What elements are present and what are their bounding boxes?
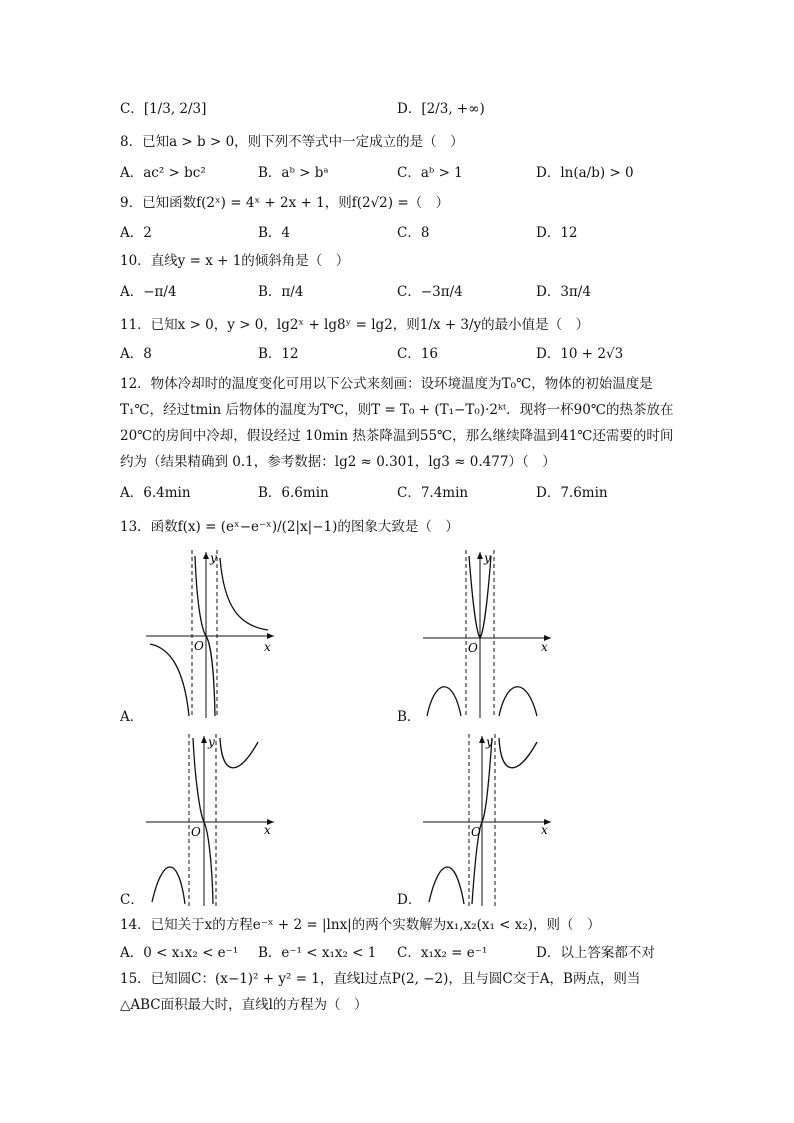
q12-option-d: D．7.6min	[536, 485, 608, 501]
q14-option-b: B．e⁻¹ < x₁x₂ < 1	[258, 945, 377, 961]
y-label: y	[484, 551, 491, 565]
x-label: x	[541, 823, 548, 837]
curve-left	[429, 867, 464, 904]
q13-label-d: D．	[397, 892, 422, 908]
q7-option-d: D．[2/3, +∞)	[397, 101, 485, 117]
q12-option-b: B．6.6min	[258, 485, 329, 501]
x-label: x	[541, 640, 548, 654]
q8-stem: 8．已知a > b > 0，则下列不等式中一定成立的是（ ）	[120, 134, 464, 150]
q9-option-a: A．2	[120, 225, 152, 241]
q15-stem: 15．已知圆C：(x−1)² + y² = 1，直线l过点P(2, −2)，且与圆C交于A，B两点，则当△ABC面积最大时，直线l的方程为（ ）	[120, 971, 641, 1013]
y-axis-arrow	[203, 552, 209, 559]
origin-label: O	[194, 639, 204, 653]
q11-option-b: B．12	[258, 346, 299, 362]
q11-option-d: D．10 + 2√3	[536, 346, 624, 362]
q14-option-d: D．以上答案都不对	[536, 945, 655, 961]
q10-option-a: A．−π/4	[120, 284, 177, 300]
curve-left	[427, 687, 461, 716]
curve-right	[499, 687, 537, 716]
q8-option-b: B．aᵇ > bᵃ	[258, 165, 329, 181]
curve-middle	[193, 738, 213, 904]
q9-stem: 9．已知函数f(2ˣ) = 4ˣ + 2x + 1，则f(2√2) =（ ）	[120, 195, 450, 211]
q9-option-c: C．8	[397, 225, 430, 241]
y-label: y	[208, 735, 215, 749]
q12-option-c: C．7.4min	[397, 485, 469, 501]
q13-graph-c	[140, 730, 280, 908]
origin-label: O	[468, 641, 478, 655]
y-axis-arrow	[479, 736, 485, 743]
q8-option-d: D．ln(a/b) > 0	[536, 165, 634, 181]
q9-option-b: B．4	[258, 225, 291, 241]
q13-stem: 13．函数f(x) = (eˣ−e⁻ˣ)/(2|x|−1)的图象大致是（ ）	[120, 519, 459, 535]
curve-right	[499, 738, 537, 768]
curve-left	[150, 644, 189, 716]
y-axis-arrow	[477, 552, 483, 559]
q14-stem: 14．已知关于x的方程e⁻ˣ + 2 = |lnx|的两个实数解为x₁,x₂(x₁ < x₂)，则（ ）	[120, 917, 601, 933]
q12-stem: 12．物体冷却时的温度变化可用以下公式来刻画：设环境温度为T₀℃，物体的初始温度是T₁℃，经过tmin 后物体的温度为T℃，则T = T₀ + (T₁−T₀)·2ᵏᵗ．现将一杯90℃的热茶放在20℃的房间中冷却，假设经过 10min 热茶降温到55℃，那么继续降温到41℃还需要的时间约为（结果精确到 0.1，参考数据：lg2 ≈ 0.301，lg3 ≈ 0.477）（ ）	[120, 376, 674, 470]
q13-label-b: B．	[397, 709, 421, 725]
q10-option-b: B．π/4	[258, 284, 304, 300]
q10-stem: 10．直线y = x + 1的倾斜角是（ ）	[120, 253, 350, 269]
q9-option-d: D．12	[536, 225, 578, 241]
y-label: y	[486, 735, 493, 749]
origin-label: O	[191, 825, 201, 839]
y-label: y	[210, 551, 217, 565]
q14-option-a: A．0 < x₁x₂ < e⁻¹	[120, 945, 239, 961]
q11-stem: 11．已知x > 0，y > 0，lg2ˣ + lg8ʸ = lg2，则1/x + 3/y的最小值是（ ）	[120, 317, 590, 333]
q12-option-a: A．6.4min	[120, 485, 191, 501]
q13-graph-b	[417, 548, 557, 720]
q7-option-c: C．[1/3, 2/3]	[120, 101, 207, 117]
x-label: x	[264, 640, 271, 654]
q13-graph-a	[140, 548, 280, 720]
q13-label-c: C．	[120, 892, 144, 908]
q8-option-c: C．aᵇ > 1	[397, 165, 463, 181]
x-label: x	[264, 823, 271, 837]
origin-label: O	[471, 825, 481, 839]
q10-option-d: D．3π/4	[536, 284, 591, 300]
curve-right	[220, 558, 268, 630]
q13-label-a: A．	[120, 709, 144, 725]
q13-graph-d	[417, 730, 557, 908]
q11-option-a: A．8	[120, 346, 152, 362]
q8-option-a: A．ac² > bc²	[120, 165, 206, 181]
curve-left	[152, 867, 185, 904]
q11-option-c: C．16	[397, 346, 439, 362]
y-axis-arrow	[201, 736, 207, 743]
q14-option-c: C．x₁x₂ = e⁻¹	[397, 945, 488, 961]
curve-right	[220, 738, 258, 768]
x-axis-arrow	[267, 633, 274, 639]
q10-option-c: C．−3π/4	[397, 284, 463, 300]
